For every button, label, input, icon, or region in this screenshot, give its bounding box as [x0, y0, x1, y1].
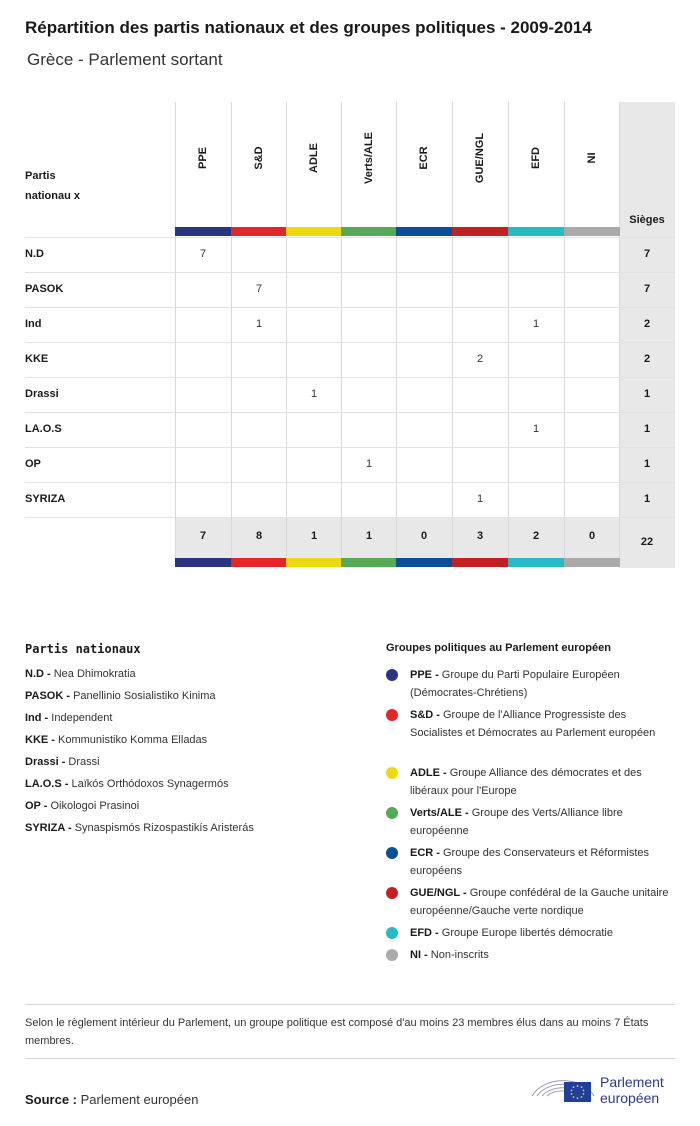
group-header-efd: EFD: [529, 147, 542, 169]
group-color-bar: [341, 227, 397, 236]
party-label: N.D: [25, 248, 44, 260]
national-parties-title: Partis nationaux: [25, 642, 141, 656]
group-total: 1: [365, 530, 373, 542]
group-color-bar-bottom: [175, 558, 231, 567]
group-total: 0: [420, 530, 428, 542]
table-cell: 7: [255, 283, 263, 295]
divider: [25, 1058, 675, 1059]
table-cell: 1: [532, 423, 540, 435]
grid-line: [286, 102, 287, 558]
national-party-item: N.D - Nea Dhimokratia: [25, 668, 136, 680]
grid-line: [452, 102, 453, 558]
seat-count: 2: [643, 353, 651, 365]
party-label: PASOK: [25, 283, 64, 295]
page-title: Répartition des partis nationaux et des groupes politiques - 2009-2014: [25, 18, 592, 37]
group-total: 0: [588, 530, 596, 542]
group-color-bar: [564, 227, 620, 236]
grid-line: [231, 102, 232, 558]
group-color-bar-bottom: [286, 558, 342, 567]
group-color-bar: [231, 227, 287, 236]
row-divider: [25, 342, 675, 343]
table-cell: 1: [310, 388, 318, 400]
source-label: Source :: [25, 1092, 78, 1107]
grid-line: [619, 102, 620, 558]
table-cell: 1: [476, 493, 484, 505]
national-party-item: Ind - Independent: [25, 712, 113, 724]
row-divider: [25, 412, 675, 413]
national-party-item: OP - Oikologoi Prasinoi: [25, 800, 140, 812]
national-party-item: Drassi - Drassi: [25, 756, 100, 768]
group-header-s-d: S&D: [252, 146, 265, 170]
group-color-dot-icon: [386, 767, 398, 779]
table-cell: 1: [255, 318, 263, 330]
political-group-item: NI - Non-inscrits: [386, 946, 676, 964]
group-color-bar-bottom: [341, 558, 397, 567]
group-color-dot-icon: [386, 949, 398, 961]
total-seats: 22: [640, 536, 654, 548]
table-cell: 2: [476, 353, 484, 365]
row-divider: [25, 307, 675, 308]
group-color-dot-icon: [386, 847, 398, 859]
group-color-dot-icon: [386, 807, 398, 819]
group-color-dot-icon: [386, 709, 398, 721]
party-label: LA.O.S: [25, 423, 62, 435]
sieges-header: Sièges: [629, 214, 665, 226]
group-total: 3: [476, 530, 484, 542]
table-cell: 1: [532, 318, 540, 330]
group-header-ppe: PPE: [196, 147, 209, 170]
seat-count: 1: [643, 458, 651, 470]
political-group-item: PPE - Groupe du Parti Populaire Européen (Démocrates-Chrétiens): [386, 666, 676, 702]
group-color-bar: [286, 227, 342, 236]
party-label: SYRIZA: [25, 493, 66, 505]
group-color-bar: [396, 227, 452, 236]
row-divider: [25, 447, 675, 448]
group-color-bar-bottom: [452, 558, 508, 567]
party-label: Ind: [25, 318, 42, 330]
group-total: 1: [310, 530, 318, 542]
row-divider: [25, 482, 675, 483]
group-header-verts-ale: Verts/ALE: [362, 132, 375, 184]
grid-line: [508, 102, 509, 558]
seat-count: 1: [643, 388, 651, 400]
group-color-bar-bottom: [508, 558, 564, 567]
parliament-logo-text: Parlement européen: [600, 1074, 664, 1106]
source-value: Parlement européen: [80, 1092, 199, 1107]
group-color-dot-icon: [386, 927, 398, 939]
party-label: Drassi: [25, 388, 59, 400]
seat-count: 7: [643, 248, 651, 260]
group-header-ecr: ECR: [417, 146, 430, 170]
political-group-item: ADLE - Groupe Alliance des démocrates et des libéraux pour l'Europe: [386, 764, 676, 800]
grid-line: [341, 102, 342, 558]
group-color-bar: [452, 227, 508, 236]
group-total: 7: [199, 530, 207, 542]
divider: [25, 1004, 675, 1005]
table-cell: 1: [365, 458, 373, 470]
group-header-adle: ADLE: [307, 143, 320, 173]
group-color-dot-icon: [386, 669, 398, 681]
table-cell: 7: [199, 248, 207, 260]
seat-count: 1: [643, 423, 651, 435]
partis-header: Partis nationau x: [25, 170, 81, 202]
seat-count: 1: [643, 493, 651, 505]
national-party-item: KKE - Kommunistiko Komma Elladas: [25, 734, 208, 746]
row-divider: [25, 237, 675, 238]
row-divider: [25, 272, 675, 273]
political-groups-title: Groupes politiques au Parlement européen: [386, 642, 611, 654]
row-divider: [25, 377, 675, 378]
source-line: [25, 1092, 198, 1107]
national-party-item: SYRIZA - Synaspismós Rizospastikís Aristerás: [25, 822, 254, 834]
political-group-item: Verts/ALE - Groupe des Verts/Alliance libre européenne: [386, 804, 676, 840]
group-color-dot-icon: [386, 887, 398, 899]
grid-line: [396, 102, 397, 558]
party-label: KKE: [25, 353, 49, 365]
group-header-ni: NI: [585, 152, 598, 164]
group-color-bar-bottom: [396, 558, 452, 567]
political-group-item: GUE/NGL - Groupe confédéral de la Gauche unitaire européenne/Gauche verte nordique: [386, 884, 676, 920]
political-group-item: ECR - Groupe des Conservateurs et Réformistes européens: [386, 844, 676, 880]
group-color-bar-bottom: [564, 558, 620, 567]
row-divider: [25, 517, 675, 518]
party-label: OP: [25, 458, 41, 470]
group-total: 8: [255, 530, 263, 542]
political-group-item: S&D - Groupe de l'Alliance Progressiste des Socialistes et Démocrates au Parlement européen: [386, 706, 676, 742]
group-color-bar: [175, 227, 231, 236]
national-party-item: PASOK - Panellinio Sosialistiko Kinima: [25, 690, 216, 702]
seat-count: 2: [643, 318, 651, 330]
political-group-item: EFD - Groupe Europe libertés démocratie: [386, 924, 676, 942]
footnote: Selon le règlement intérieur du Parlement, un groupe politique est composé d'au moins 23 membres élus dans au moins 7 États membres.: [25, 1017, 649, 1047]
group-total: 2: [532, 530, 540, 542]
group-color-bar: [508, 227, 564, 236]
grid-line: [564, 102, 565, 558]
group-color-bar-bottom: [231, 558, 287, 567]
national-party-item: LA.O.S - Laïkós Orthódoxos Synagermós: [25, 778, 229, 790]
grid-line: [175, 102, 176, 558]
group-header-gue-ngl: GUE/NGL: [473, 132, 486, 184]
page-subtitle: Grèce - Parlement sortant: [27, 50, 223, 69]
seat-count: 7: [643, 283, 651, 295]
